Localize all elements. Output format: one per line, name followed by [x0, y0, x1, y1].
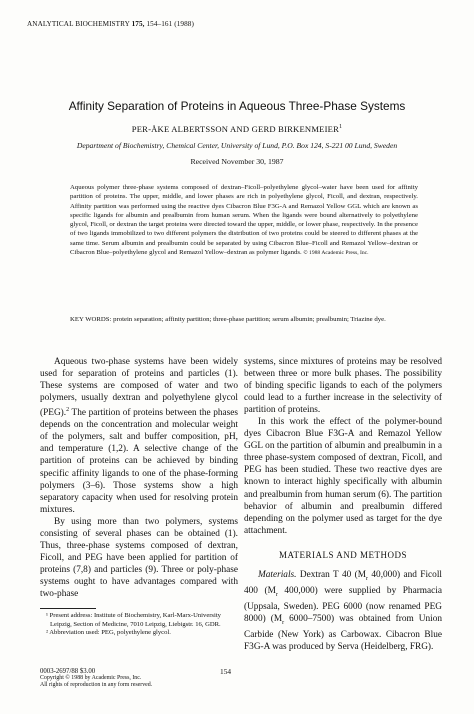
keywords-label: KEY WORDS:: [70, 316, 112, 323]
author-footnote-mark: 1: [339, 124, 343, 131]
affiliation: Department of Biochemistry, Chemical Center, University of Lund, P.O. Box 124, S-221 00 Lund, Sweden: [76, 141, 398, 150]
body-column-right: [244, 356, 442, 653]
intro-paragraph-2: By using more than two polymers, systems consisting of several phases can be obtained (1). Thus, three-phase systems composed of dextran, Ficoll, and PEG have been applied for partition of proteins (7,8) and particles (9). Three or poly-phase systems ought to have advantages compared with two-phase: [40, 516, 238, 599]
footnote-1: ¹ Present address: Institute of Biochemistry, Karl-Marx-University Leipzig, Section of Medicine, 7010 Leipzig, Liebigstr. 16, GDR.: [46, 612, 221, 628]
author-names: PER-ÅKE ALBERTSSON AND GERD BIRKENMEIER: [131, 124, 340, 134]
intro-paragraph-1: Aqueous two-phase systems have been widely used for separation of proteins and particles (1). These systems are composed of water and two polymers, usually dextran and polyethylene glycol (PEG).$^2$ The partition of proteins between the phases depends on the concentration and molecular weight of the polymers, salt and buffer composition, pH, and temperature (1,2). A selective change of the partition of proteins can be achieved by binding specific affinity ligands to one of the phase-forming polymers (3–6). Those systems show a high separatory capacity when used for resolving protein mixtures.: [40, 357, 238, 515]
article-title: Affinity Separation of Proteins in Aqueous Three-Phase Systems: [68, 99, 406, 113]
copyright-line: Copyright © 1988 by Academic Press, Inc.: [40, 675, 142, 682]
intro-paragraph-3: systems, since mixtures of proteins may be resolved between three or more bulk phases. The possibility of binding specific ligands to each of the polymers could lead to a further increase in the selectivity of partition of proteins.: [244, 357, 442, 416]
copyright-block: [40, 668, 200, 690]
footnote-rule: [40, 608, 96, 609]
rights-line: All rights of reproduction in any form reserved.: [40, 682, 153, 689]
abstract-text: Aqueous polymer three-phase systems composed of dextran–Ficoll–polyethylene glycol–water have been used for affinity partition of proteins. The upper, middle, and lower phases are rich in polyethylene glycol, Ficoll, and dextran, respectively. Affinity partition was performed using the reactive dyes Cibacron Blue F3G-A and Remazol Yellow GGL which are known as specific ligands for albumin and prealbumin from human serum. When the ligands were bound alternatively to polyethylene glycol, Ficoll, or dextran the target proteins were directed toward the upper, middle, or lower phase, respectively. In the presence of two ligands immobilized to two different polymers the distribution of two proteins could be steered to different phases at the same time. Serum albumin and prealbumin could be separated by using Cibacron Blue–Ficoll and Remazol Yellow–dextran or Cibacron Blue–polyethylene glycol and Remazol Yellow–dextran as polymer ligands.: [70, 184, 418, 256]
materials-label: Materials.: [258, 569, 297, 580]
authors: [0, 124, 474, 134]
keywords-text: protein separation; affinity partition; three-phase partition; serum albumin; prealbumin; Triazine dye.: [113, 316, 386, 323]
journal-header: [27, 20, 194, 28]
footnote-2: ² Abbreviation used: PEG, polyethylene glycol.: [46, 629, 171, 637]
journal-pages-year: 154–161 (1988): [146, 20, 194, 28]
intro-paragraph-4: In this work the effect of the polymer-bound dyes Cibacron Blue F3G-A and Remazol Yellow GGL on the partition of albumin and prealbumin in a three phase-system composed of dextran, Ficoll, and PEG has been studied. These two reactive dyes are known to interact highly specifically with albumin and prealbumin from human serum (6). The partition behavior of albumin and prealbumin differed depending on the polymer used as target for the dye attachment.: [244, 417, 442, 536]
journal-name: ANALYTICAL BIOCHEMISTRY: [27, 20, 130, 28]
abstract: [56, 183, 418, 258]
section-heading: MATERIALS AND METHODS: [278, 549, 407, 560]
abstract-copyright: © 1988 Academic Press, Inc.: [303, 249, 369, 256]
body-column-left: [40, 356, 238, 600]
received-date: Received November 30, 1987: [190, 157, 284, 166]
footnotes: [40, 612, 238, 638]
footnote-mark: 2: [66, 407, 70, 414]
keywords: [56, 315, 418, 324]
journal-volume: 175,: [131, 20, 145, 28]
materials-paragraph: Materials. Dextran T 40 ($M_r$ 40,000) and Ficoll 400 ($M_r$ 400,000) were supplied by Pharmacia (Uppsala, Sweden). PEG 6000 (now renamed PEG 8000) ($M_r$ 6000–7500) was obtained from Union Carbide (New York) as Carbowax. Cibacron Blue F3G-A was produced by Serva (Heidelberg, FRG).: [244, 569, 442, 652]
page-number: 154: [220, 667, 232, 676]
price-code: 0003-2697/88 $3.00: [40, 668, 96, 675]
